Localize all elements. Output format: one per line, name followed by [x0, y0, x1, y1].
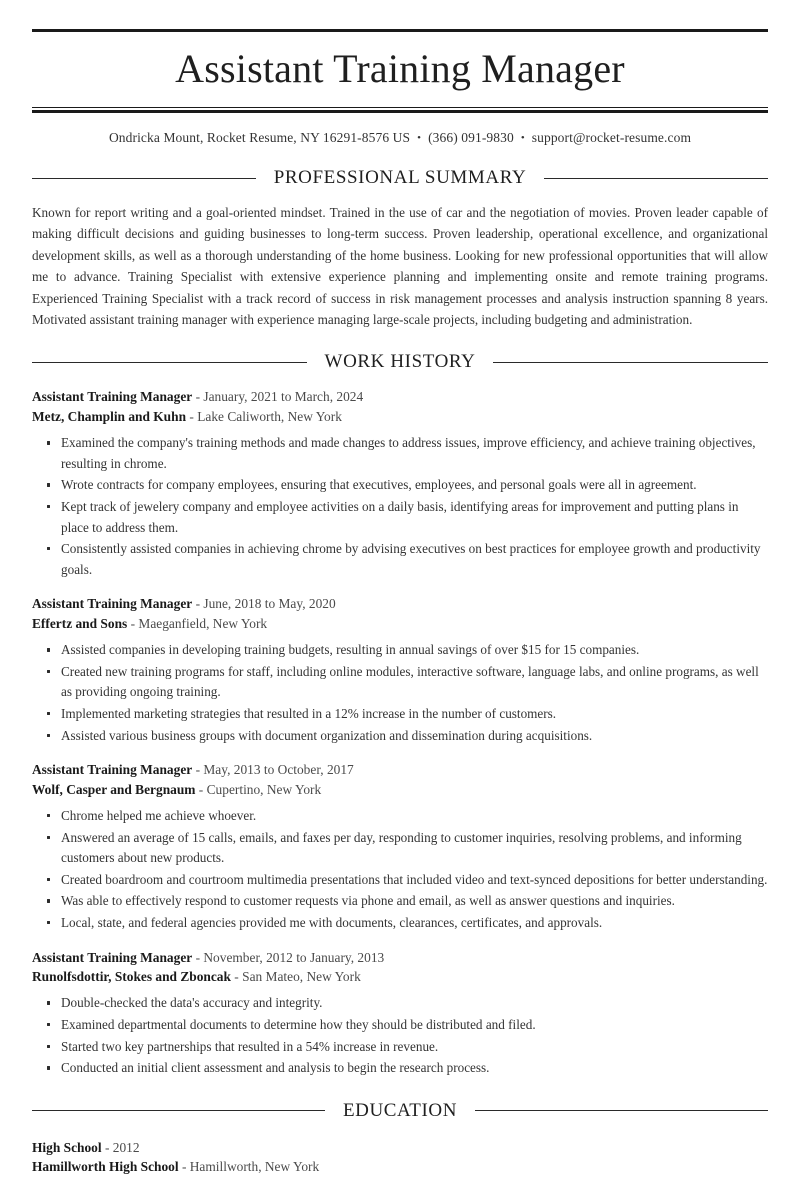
contact-address: Ondricka Mount, Rocket Resume, NY 16291-8576 US [108, 130, 411, 145]
contact-separator-1: • [417, 132, 422, 144]
job-bullet: Consistently assisted companies in achieving chrome by advising executives on best practices for employee growth and productivity goals. [32, 539, 768, 580]
job-company-line [32, 967, 768, 986]
section-title-education: EDUCATION [342, 1099, 458, 1121]
section-header-work-history [32, 351, 768, 373]
header-rule-top [32, 29, 768, 32]
job-entry [32, 948, 768, 1079]
job-dash: - [198, 781, 204, 797]
section-rule-left [32, 362, 307, 363]
job-bullet: Kept track of jewelery company and employee activities on a daily basis, identifying areas for improvement and putting plans in place to address them. [32, 497, 768, 538]
job-bullet: Assisted companies in developing training budgets, resulting in annual savings of over $15 for 15 companies. [32, 640, 768, 661]
education-year: 2012 [112, 1139, 140, 1155]
section-title-work-history: WORK HISTORY [324, 351, 476, 373]
job-bullet: Chrome helped me achieve whoever. [32, 806, 768, 827]
job-bullet: Wrote contracts for company employees, ensuring that executives, employees, and personal goals were all in agreement. [32, 475, 768, 496]
section-header-summary [32, 167, 768, 189]
job-bullet: Started two key partnerships that resulted in a 54% increase in revenue. [32, 1037, 768, 1058]
job-title: Assistant Training Manager [32, 762, 193, 778]
job-company: Wolf, Casper and Bergnaum [32, 781, 196, 797]
job-entry [32, 387, 768, 580]
education-location: Hamillworth, New York [189, 1159, 320, 1175]
job-dates: November, 2012 to January, 2013 [203, 949, 385, 965]
section-header-education [32, 1100, 768, 1122]
education-dash: - [104, 1139, 110, 1155]
resume-page [0, 29, 800, 1175]
job-dates: June, 2018 to May, 2020 [203, 596, 336, 612]
job-dates: January, 2021 to March, 2024 [203, 389, 364, 405]
job-bullet: Examined departmental documents to determine how they should be distributed and filed. [32, 1015, 768, 1036]
job-company-line [32, 407, 768, 426]
job-dash: - [234, 969, 239, 984]
summary-text: Known for report writing and a goal-oriented mindset. Trained in the use of car and the negotiation of movies. Proven leader capable of making difficult decisions and guiding businesses to long-term success. Proven leadership, operational excellence, and organizational development skills, as well as a thorough understanding of the home business. Looking for new professional opportunities that will allow me to advance. Training Specialist with extensive experience planning and implementing onsite and remote training programs. Experienced Training Specialist with a track record of success in risk management processes and analysis instruction spanning 8 years. Motivated assistant training manager with experience managing large-scale projects, including budgeting and administration. [32, 205, 768, 327]
job-title-line [32, 594, 768, 613]
job-location: Maeganfield, New York [138, 615, 268, 631]
job-company: Runolfsdottir, Stokes and Zboncak [32, 969, 231, 984]
job-title: Assistant Training Manager [32, 389, 193, 405]
page-title: Assistant Training Manager [175, 46, 625, 91]
job-dash: - [195, 762, 201, 778]
job-dash: - [195, 596, 201, 612]
header-rule-bottom [32, 107, 768, 113]
job-dash: - [130, 615, 136, 631]
job-bullet: Implemented marketing strategies that resulted in a 12% increase in the number of customers. [32, 704, 768, 725]
job-bullet: Conducted an initial client assessment and analysis to begin the research process. [32, 1058, 768, 1079]
job-bullet-list [32, 993, 768, 1078]
section-rule-right [475, 1110, 768, 1111]
job-bullet: Was able to effectively respond to customer requests via phone and email, as well as answer questions and inquiries. [32, 891, 768, 912]
job-entry [32, 760, 768, 933]
contact-email[interactable]: support@rocket-resume.com [531, 130, 692, 145]
job-bullet: Double-checked the data's accuracy and integrity. [32, 993, 768, 1014]
section-rule-right [493, 362, 768, 363]
job-bullet: Created new training programs for staff, including online modules, interactive software, language labs, and online programs, as well as providing ongoing training. [32, 662, 768, 703]
education-degree: High School [32, 1139, 102, 1155]
contact-separator-2: • [520, 132, 525, 144]
job-entry [32, 594, 768, 746]
job-bullet: Local, state, and federal agencies provided me with documents, clearances, certificates, and approvals. [32, 913, 768, 934]
section-rule-right [544, 178, 768, 179]
section-title-summary: PROFESSIONAL SUMMARY [273, 167, 527, 188]
job-title-line [32, 387, 768, 406]
education-dash: - [181, 1159, 187, 1175]
job-bullet-list [32, 640, 768, 746]
job-bullet: Examined the company's training methods and made changes to address issues, improve efficiency, and achieve training objectives, resulting in chrome. [32, 433, 768, 474]
job-location: Lake Caliworth, New York [197, 408, 342, 424]
job-company: Effertz and Sons [32, 615, 128, 631]
job-title-line [32, 948, 768, 967]
education-school-line [32, 1157, 768, 1176]
job-bullet: Created boardroom and courtroom multimedia presentations that included video and text-synced depositions for better understanding. [32, 870, 768, 891]
job-dates: May, 2013 to October, 2017 [203, 762, 354, 778]
job-title-line [32, 760, 768, 779]
job-company-line [32, 614, 768, 633]
job-company-line [32, 780, 768, 799]
job-dash: - [195, 949, 201, 965]
job-company: Metz, Champlin and Kuhn [32, 408, 187, 424]
job-title: Assistant Training Manager [32, 949, 193, 965]
job-title: Assistant Training Manager [32, 596, 193, 612]
education-degree-line [32, 1138, 768, 1157]
section-rule-left [32, 178, 256, 179]
job-dash: - [195, 389, 201, 405]
education-entry [32, 1138, 768, 1177]
contact-line [32, 130, 768, 146]
job-dash: - [189, 408, 194, 424]
job-bullet-list [32, 806, 768, 934]
job-bullet-list [32, 433, 768, 580]
section-rule-left [32, 1110, 325, 1111]
contact-phone: (366) 091-9830 [428, 130, 514, 145]
job-bullet: Answered an average of 15 calls, emails, and faxes per day, responding to customer inquiries, resolving problems, and informing customers about new products. [32, 828, 768, 869]
education-school: Hamillworth High School [32, 1159, 179, 1175]
job-bullet: Assisted various business groups with document organization and dissemination during acquisitions. [32, 726, 768, 747]
job-location: San Mateo, New York [242, 969, 361, 984]
job-location: Cupertino, New York [206, 781, 322, 797]
header-rule-bottom-thick [32, 110, 768, 113]
